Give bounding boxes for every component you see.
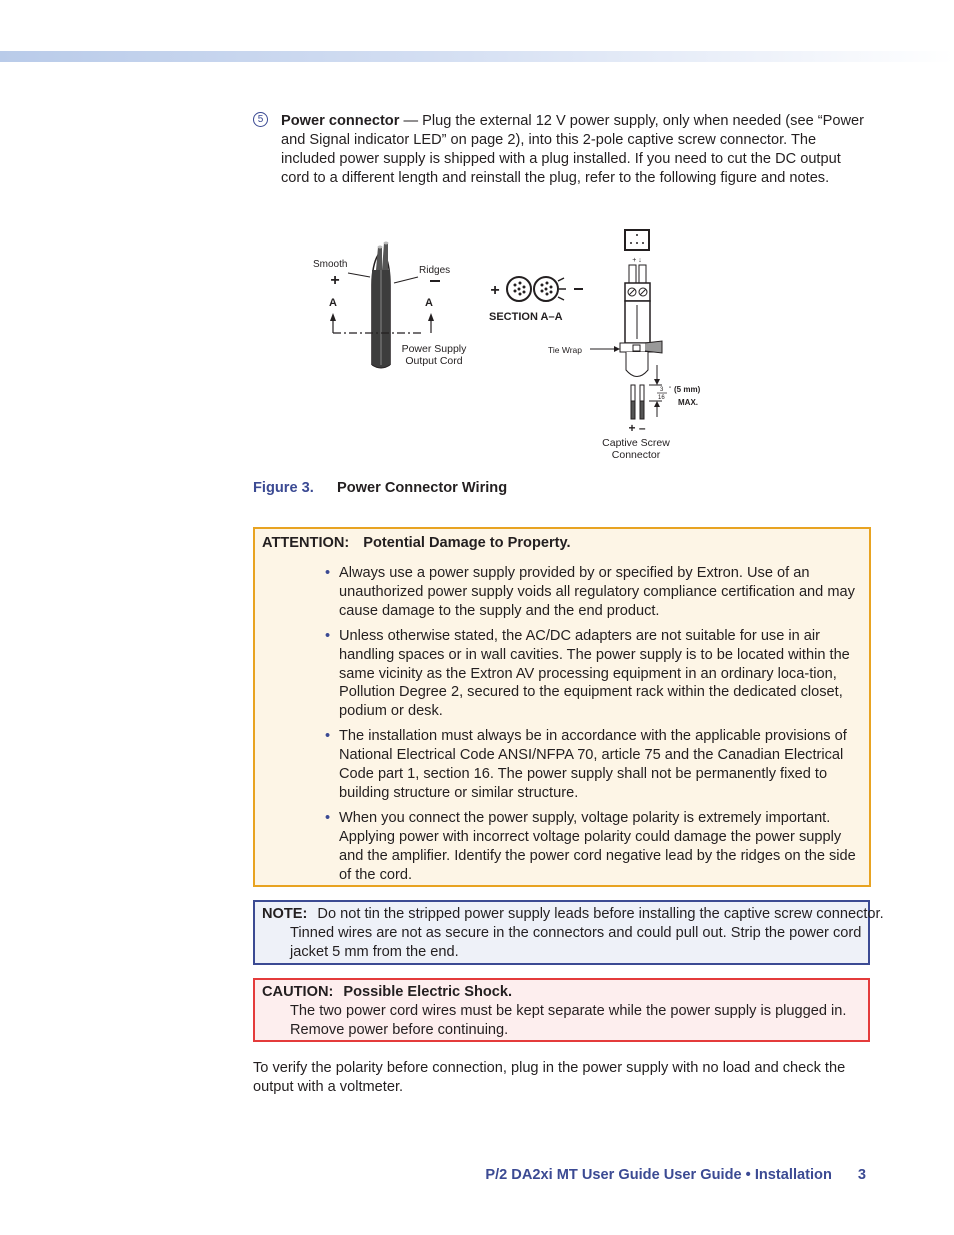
caution-title: Possible Electric Shock. <box>343 984 513 1000</box>
label-captive-screw-connector: Captive Screw Connector <box>602 437 670 461</box>
svg-text:3: 3 <box>660 387 664 393</box>
attention-bullet-list <box>323 564 867 891</box>
svg-text:+: + <box>490 282 500 299</box>
svg-text:+: + <box>330 272 340 289</box>
svg-text:+ ↓: + ↓ <box>632 257 642 264</box>
note-label: NOTE: <box>262 906 308 922</box>
svg-text:MAX.: MAX. <box>678 398 698 407</box>
figure-title: Power Connector Wiring <box>337 480 508 496</box>
figure-caption <box>253 479 507 497</box>
page-number: 3 <box>857 1167 866 1183</box>
label-a-right: A <box>425 297 433 309</box>
item-description: — Plug the external 12 V power supply, only when needed (see “Power and Signal indicator LED” on page 2), into this 2-pole captive screw connector. The included power supply is shipped with a plug installed. If you need to cut the DC output cord to a different length and reinstall the plug, refer to the following figure and notes. <box>281 113 864 186</box>
caution-body: The two power cord wires must be kept separate while the power supply is plugged in. Remove power before continuing. <box>290 1003 847 1038</box>
svg-text:(5 mm): (5 mm) <box>674 385 701 394</box>
caution-box <box>253 978 870 1042</box>
power-connector-item <box>253 112 873 188</box>
label-a-left: A <box>329 297 337 309</box>
attention-box <box>253 527 871 887</box>
label-tie-wrap: Tie Wrap <box>548 345 583 355</box>
header-bar <box>0 51 954 62</box>
label-ridges: Ridges <box>419 265 451 276</box>
note-text <box>262 905 888 962</box>
wiring-diagram <box>300 225 720 470</box>
attention-bullet: • Always use a power supply provided by or specified by Extron. Use of an unauthorized power supply voids all regulatory compliance certification and may cause damage to the supply and the end product. <box>323 564 867 621</box>
attention-heading <box>262 534 571 552</box>
note-body: Do not tin the stripped power supply leads before installing the captive screw connector. Tinned wires are not as secure in the connectors and could pull out. Strip the power cord jacket 5 mm from the end. <box>290 906 884 960</box>
caution-heading <box>262 983 512 1002</box>
attention-title: Potential Damage to Property. <box>363 535 571 551</box>
item-number-badge: 5 <box>253 112 268 127</box>
item-text <box>281 112 873 188</box>
svg-text:": " <box>669 387 672 393</box>
footer-title: P/2 DA2xi MT User Guide User Guide • Installation <box>485 1167 832 1183</box>
page-footer <box>485 1167 866 1183</box>
item-title: Power connector <box>281 113 400 129</box>
cord-section-drawing <box>490 277 583 301</box>
attention-label: ATTENTION: <box>262 535 350 551</box>
figure-number: Figure 3. <box>253 480 314 496</box>
power-connector-figure <box>300 225 720 470</box>
attention-bullet: • Unless otherwise stated, the AC/DC adapters are not suitable for use in air handling spaces or in wall cavities. The power supply is to be located within the same vicinity as the Extron AV processing equipment in an ordinary loca-tion, Pollution Degree 2, secured to the equipment rack within the dedicated closet, podium or desk. <box>323 627 867 722</box>
attention-bullet: • When you connect the power supply, voltage polarity is extremely important. Applying power with incorrect voltage polarity could damage the power supply and the amplifier. Identify the power cord negative lead by the ridges on the side of the cord. <box>323 809 867 885</box>
note-box <box>253 900 884 965</box>
label-smooth: Smooth <box>313 259 348 270</box>
label-section-a-a: SECTION A–A <box>489 311 563 323</box>
svg-text:+ –: + – <box>628 421 646 435</box>
svg-text:16: 16 <box>658 395 665 401</box>
label-power-supply-cord: Power Supply Output Cord <box>401 343 467 367</box>
captive-screw-connector-drawing <box>590 230 701 435</box>
caution-label: CAUTION: <box>262 984 334 1000</box>
polarity-paragraph: To verify the polarity before connection, plug in the power supply with no load and check the output with a voltmeter. <box>253 1060 846 1095</box>
attention-bullet: • The installation must always be in accordance with the applicable provisions of National Electrical Code ANSI/NFPA 70, article 75 and the Canadian Electrical Code part 1, section 16. The power supply shall not be permanently fixed to building structure or similar structure. <box>323 727 867 803</box>
